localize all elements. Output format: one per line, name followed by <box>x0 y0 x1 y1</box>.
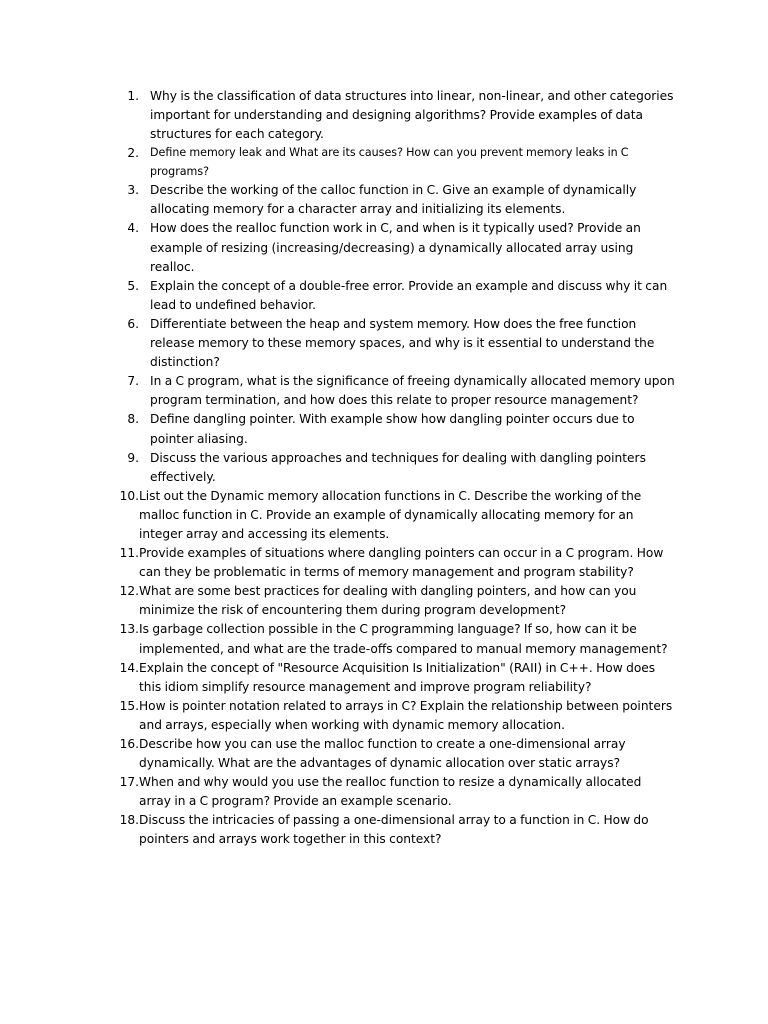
list-item <box>108 659 676 697</box>
list-item <box>108 449 676 487</box>
list-item-number: 1. <box>127 89 139 103</box>
list-item-number: 14. <box>119 660 139 675</box>
list-item <box>108 315 676 372</box>
list-item <box>108 487 676 544</box>
list-item-number: 11. <box>119 546 139 561</box>
list-item-number: 12. <box>119 584 139 599</box>
list-item-number: 6. <box>127 316 139 331</box>
list-item-text: Explain the concept of "Resource Acquisition Is Initialization" (RAII) in C++. How does this idiom simplify resource management and improve program reliability? <box>139 660 656 694</box>
list-item-text: What are some best practices for dealing with dangling pointers, and how can you minimize the risk of encountering them during program development? <box>139 584 637 618</box>
list-item-number: 8. <box>127 412 139 427</box>
list-item-text: Describe how you can use the malloc function to create a one-dimensional array dynamically. What are the advantages of dynamic allocation over static arrays? <box>139 737 626 771</box>
list-item <box>108 697 676 735</box>
list-item-text: Differentiate between the heap and system memory. How does the free function release memory to these memory spaces, and why is it essential to understand the distinction? <box>150 316 655 370</box>
list-item <box>108 582 676 620</box>
list-item-text: When and why would you use the realloc function to resize a dynamically allocated array in a C program? Provide an example scenario. <box>139 775 642 809</box>
list-item-text: Discuss the various approaches and techniques for dealing with dangling pointers effectively. <box>150 450 646 484</box>
list-item-number: 17. <box>119 775 139 790</box>
list-item-number: 4. <box>127 221 139 236</box>
list-item-text: Describe the working of the calloc function in C. Give an example of dynamically allocating memory for a character array and initializing its elements. <box>150 183 637 217</box>
list-item-number: 7. <box>127 374 139 389</box>
list-item-text: How does the realloc function work in C, and when is it typically used? Provide an example of resizing (increasing/decreasing) a dynamically allocated array using realloc. <box>150 221 641 274</box>
list-item <box>108 620 676 658</box>
list-item-number: 10. <box>119 488 139 503</box>
list-item-number: 3. <box>127 183 139 198</box>
list-item-text: Define dangling pointer. With example show how dangling pointer occurs due to pointer aliasing. <box>150 412 635 446</box>
list-item <box>108 277 676 315</box>
list-item <box>108 87 676 144</box>
list-item-number: 9. <box>127 450 139 465</box>
list-item <box>108 735 676 773</box>
list-item <box>108 181 676 219</box>
list-item-text: List out the Dynamic memory allocation functions in C. Describe the working of the malloc function in C. Provide an example of dynamically allocating memory for an integer array and accessing its elements. <box>139 488 642 541</box>
list-item <box>108 811 676 849</box>
list-item-text: Explain the concept of a double-free error. Provide an example and discuss why it can lead to undefined behavior. <box>150 278 668 312</box>
list-item <box>108 144 676 181</box>
list-item-text: In a C program, what is the significance of freeing dynamically allocated memory upon program termination, and how does this relate to proper resource management? <box>150 374 675 408</box>
question-list <box>108 87 676 850</box>
list-item-text: How is pointer notation related to arrays in C? Explain the relationship between pointers and arrays, especially when working with dynamic memory allocation. <box>139 698 673 732</box>
list-item-text: Why is the classification of data structures into linear, non-linear, and other categories important for understanding and designing algorithms? Provide examples of data structures for each category. <box>150 89 674 142</box>
list-item-number: 5. <box>127 278 139 293</box>
list-item-text: Define memory leak and What are its causes? How can you prevent memory leaks in C programs? <box>150 146 629 178</box>
list-item-text: Provide examples of situations where dangling pointers can occur in a C program. How can they be problematic in terms of memory management and program stability? <box>139 546 664 580</box>
list-item-number: 2. <box>127 146 139 161</box>
list-item-number: 15. <box>119 698 139 713</box>
list-item-text: Is garbage collection possible in the C programming language? If so, how can it be implemented, and what are the trade-offs compared to manual memory management? <box>139 622 668 656</box>
list-item <box>108 219 676 276</box>
list-item-number: 13. <box>119 622 139 637</box>
list-item <box>108 773 676 811</box>
list-item-text: Discuss the intricacies of passing a one-dimensional array to a function in C. How do pointers and arrays work together in this context? <box>139 813 649 847</box>
list-item-number: 16. <box>119 737 139 751</box>
list-item <box>108 544 676 582</box>
list-item <box>108 372 676 410</box>
list-item-number: 18. <box>119 813 139 828</box>
list-item <box>108 410 676 448</box>
